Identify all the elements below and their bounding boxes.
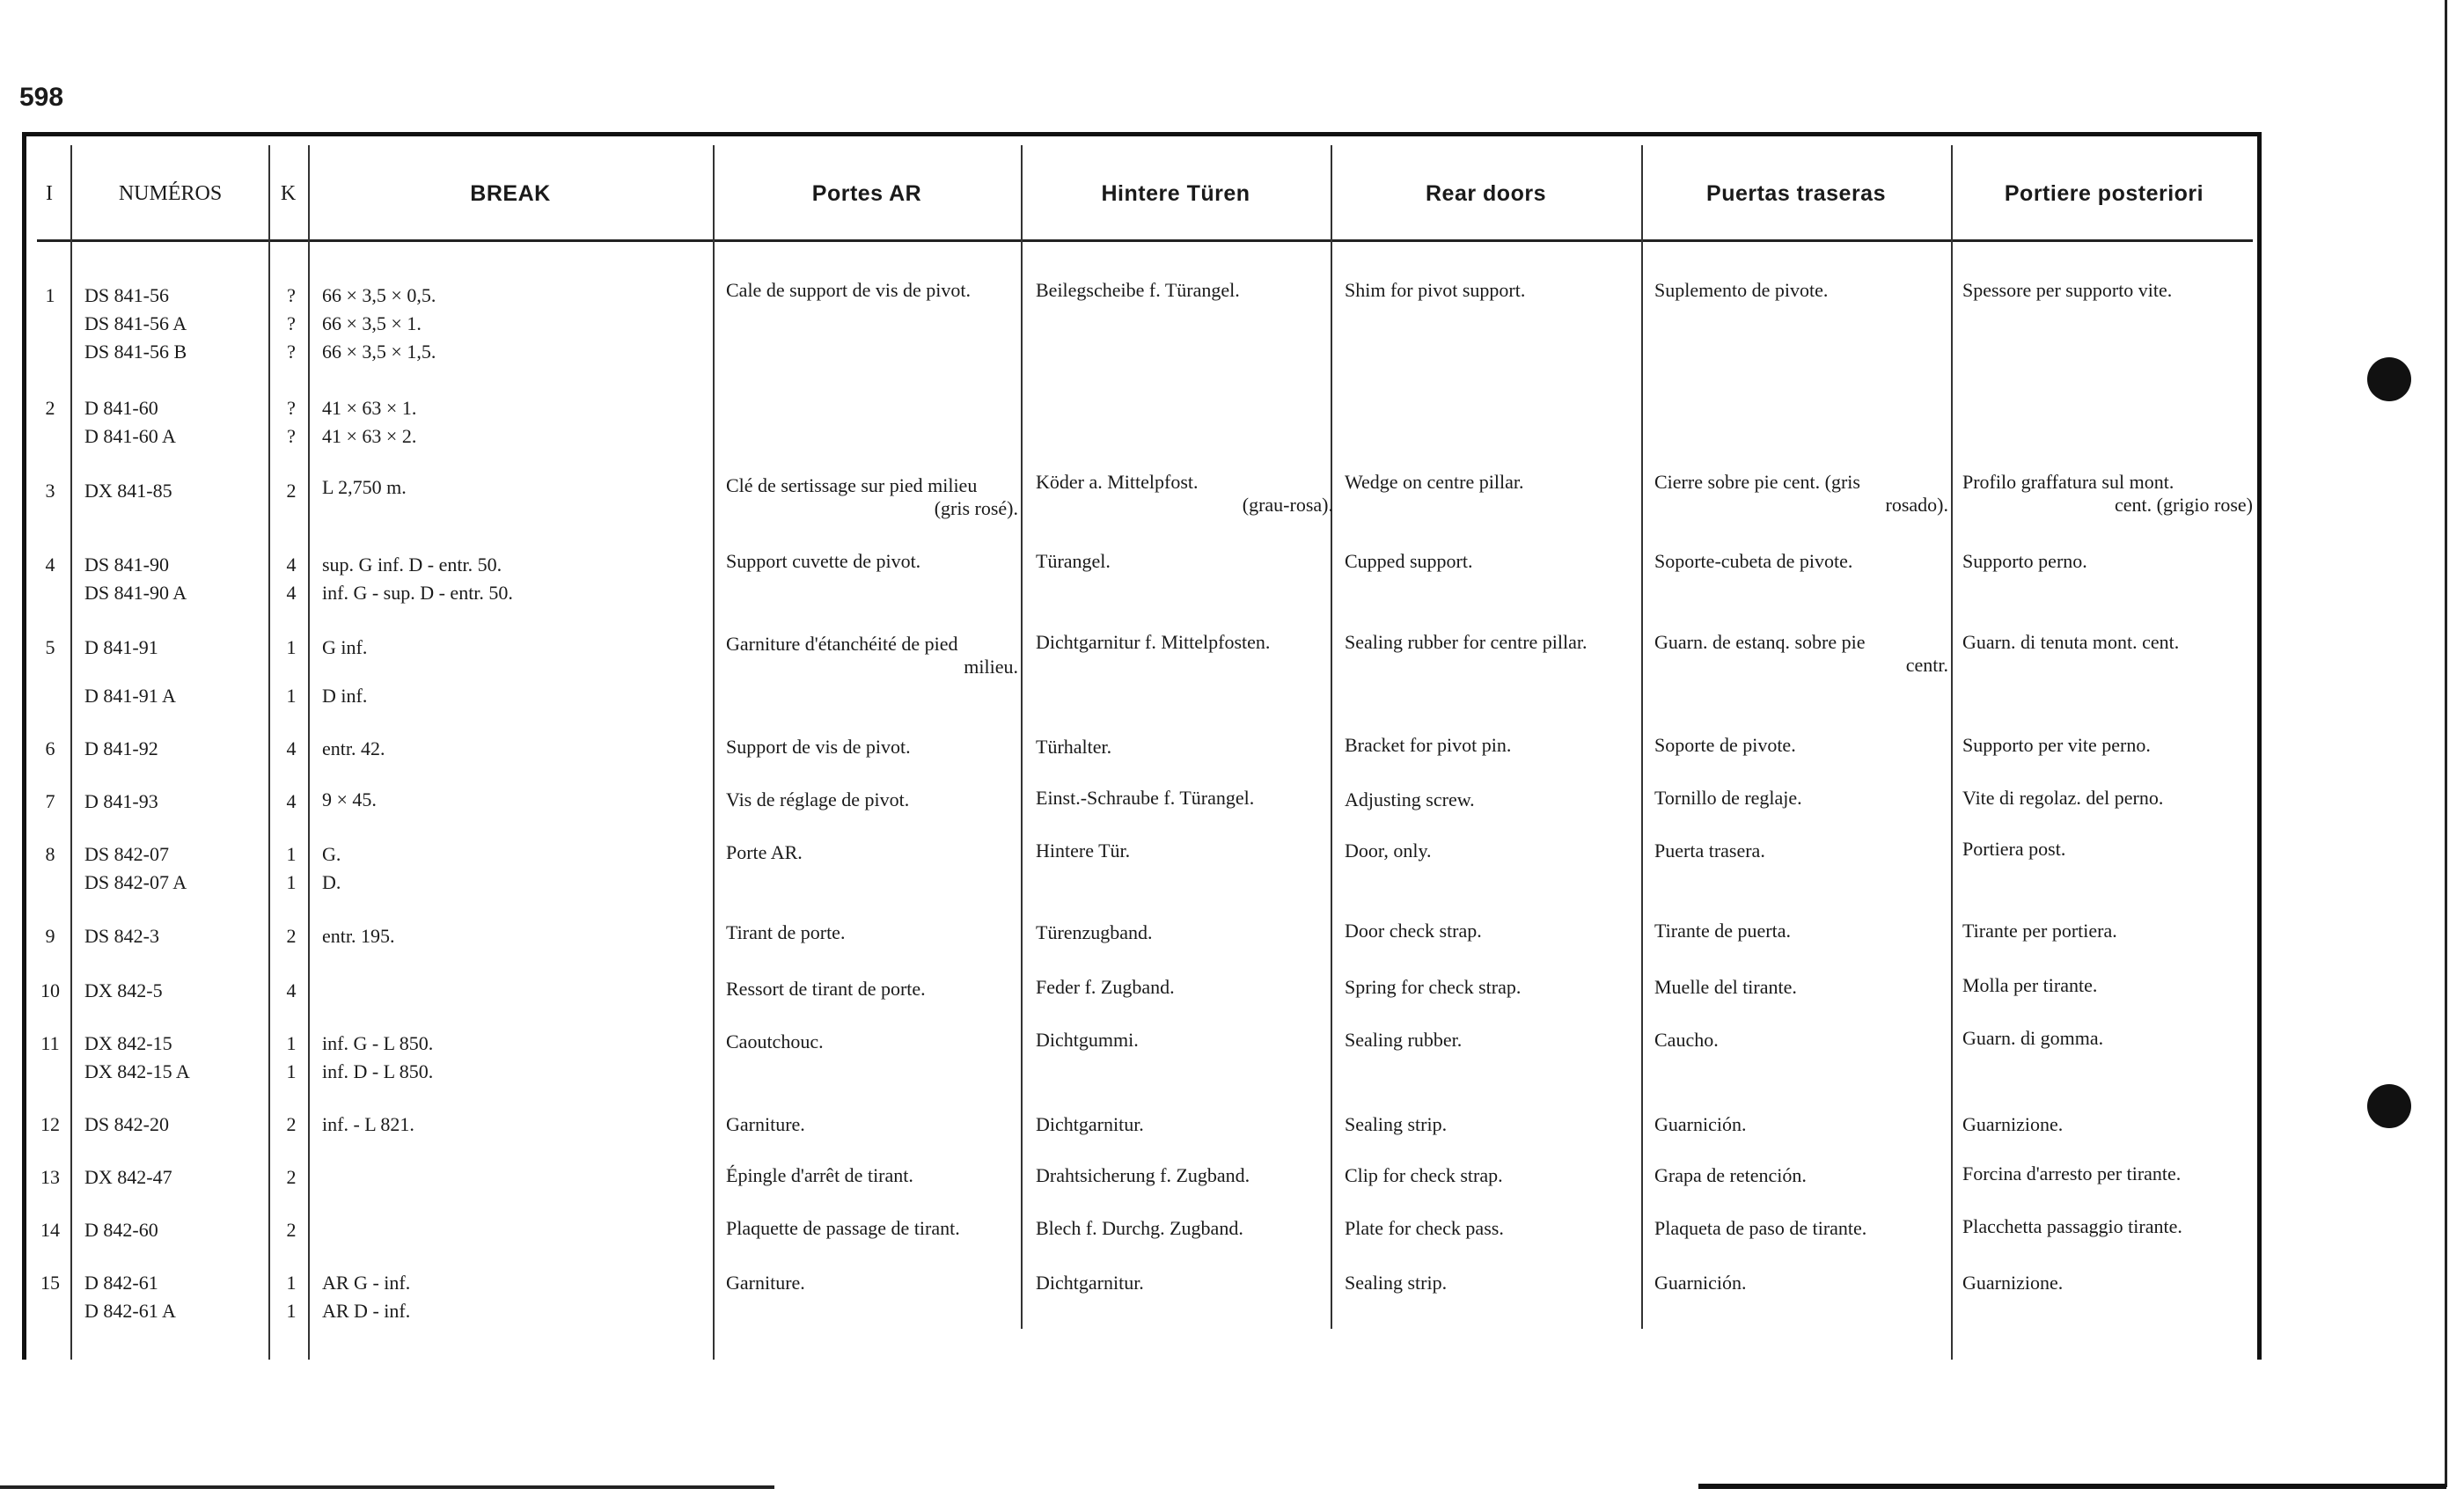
k-value: 4 <box>286 582 297 604</box>
quantity-k <box>278 1111 304 1139</box>
header-model: BREAK <box>470 180 551 206</box>
part-numbers <box>84 977 163 1005</box>
quantity-k <box>278 682 304 710</box>
desc-german: Feder f. Zugband. <box>1036 976 1175 998</box>
part-numbers <box>84 394 176 451</box>
part-numbers <box>84 1216 158 1244</box>
desc-english: Cupped support. <box>1345 550 1473 572</box>
desc-italian: Portiera post. <box>1962 838 2066 860</box>
part-number: DS 841-90 <box>84 554 169 576</box>
part-number: D 841-60 <box>84 397 158 419</box>
quantity-k <box>278 1269 304 1325</box>
model-detail <box>322 840 341 897</box>
page-edge-rule <box>2445 0 2447 1487</box>
quantity-k <box>278 282 304 366</box>
desc-french: Vis de réglage de pivot. <box>726 788 910 810</box>
desc-german: Einst.-Schraube f. Türangel. <box>1036 787 1255 809</box>
header-french: Portes AR <box>811 180 922 206</box>
k-value: 1 <box>286 1272 297 1294</box>
desc-italian: Supporto per vite perno. <box>1962 734 2151 756</box>
desc-french: Plaquette de passage de tirant. <box>726 1217 960 1239</box>
part-numbers <box>84 634 158 662</box>
model-detail <box>322 551 513 607</box>
desc-line: (gris rosé). <box>934 497 1018 519</box>
table-frame-top <box>22 132 2262 136</box>
row-index: 15 <box>40 1272 60 1294</box>
desc-spanish: Tirante de puerta. <box>1654 920 1791 942</box>
part-number: DX 842-47 <box>84 1166 172 1188</box>
desc-line: milieu. <box>964 656 1018 678</box>
desc-italian: Forcina d'arresto per tirante. <box>1962 1162 2182 1184</box>
part-number: D 841-91 A <box>84 685 176 707</box>
desc-french: Épingle d'arrêt de tirant. <box>726 1164 913 1186</box>
column-divider <box>1951 145 1953 1360</box>
detail-line: 66 × 3,5 × 1,5. <box>322 341 436 363</box>
k-value: 2 <box>286 925 297 947</box>
k-value: ? <box>287 284 296 306</box>
model-detail <box>322 634 367 662</box>
desc-french: Garniture. <box>726 1113 805 1135</box>
desc-french: Porte AR. <box>726 841 803 863</box>
part-number: D 841-92 <box>84 737 158 759</box>
column-divider <box>268 145 270 1360</box>
desc-german: Dichtgarnitur f. Mittelpfosten. <box>1036 631 1271 653</box>
part-number: DS 841-90 A <box>84 582 187 604</box>
part-numbers <box>84 922 159 950</box>
desc-italian: Molla per tirante. <box>1962 974 2098 996</box>
desc-line: Cierre sobre pie cent. (gris <box>1654 471 1860 493</box>
k-value: 2 <box>286 1113 297 1135</box>
desc-french: Ressort de tirant de porte. <box>726 978 926 1000</box>
k-value: 4 <box>286 790 297 812</box>
desc-german: Türangel. <box>1036 550 1111 572</box>
k-value: 2 <box>286 1219 297 1241</box>
desc-english: Sealing strip. <box>1345 1272 1448 1294</box>
part-numbers <box>84 735 158 763</box>
part-number: DS 841-56 B <box>84 341 187 363</box>
row-index: 7 <box>45 790 55 812</box>
k-value: 4 <box>286 554 297 576</box>
row-index: 8 <box>45 843 55 865</box>
desc-german: Dichtgummi. <box>1036 1029 1139 1051</box>
desc-italian: Spessore per supporto vite. <box>1962 279 2173 301</box>
desc-french <box>726 630 1018 681</box>
quantity-k <box>278 735 304 763</box>
quantity-k <box>278 477 304 505</box>
desc-line: rosado). <box>1885 494 1948 516</box>
desc-italian: Guarn. di tenuta mont. cent. <box>1962 631 2180 653</box>
quantity-k <box>278 977 304 1005</box>
row-index: 4 <box>45 554 55 576</box>
k-value: 1 <box>286 843 297 865</box>
desc-line: cent. (grigio rose) <box>2115 494 2253 516</box>
desc-german: Hintere Tür. <box>1036 840 1131 862</box>
k-value: ? <box>287 312 296 334</box>
desc-italian: Guarn. di gomma. <box>1962 1027 2104 1049</box>
header-german: Hintere Türen <box>1101 180 1250 206</box>
part-numbers <box>84 551 187 607</box>
detail-line: inf. D - L 850. <box>322 1060 434 1082</box>
k-value: 1 <box>286 685 297 707</box>
model-detail <box>322 473 407 502</box>
part-numbers <box>84 282 187 366</box>
k-value: ? <box>287 341 296 363</box>
part-numbers <box>84 477 172 505</box>
desc-english: Clip for check strap. <box>1345 1164 1503 1186</box>
desc-line: Clé de sertissage sur pied milieu <box>726 474 978 496</box>
row-index: 11 <box>40 1032 60 1054</box>
desc-german: Dichtgarnitur. <box>1036 1113 1144 1135</box>
desc-english: Plate for check pass. <box>1345 1217 1504 1239</box>
model-detail <box>322 1111 414 1139</box>
desc-line: Garniture d'étanchéité de pied <box>726 633 958 655</box>
k-value: 2 <box>286 480 297 502</box>
row-index: 2 <box>45 397 55 419</box>
part-numbers <box>84 682 176 710</box>
detail-line: inf. - L 821. <box>322 1113 414 1135</box>
desc-english: Sealing rubber for centre pillar. <box>1345 631 1588 653</box>
model-detail <box>322 1030 433 1086</box>
desc-french: Support cuvette de pivot. <box>726 550 921 572</box>
detail-line: AR D - inf. <box>322 1300 411 1322</box>
desc-german: Drahtsicherung f. Zugband. <box>1036 1164 1250 1186</box>
desc-french: Caoutchouc. <box>726 1030 824 1052</box>
desc-english: Sealing strip. <box>1345 1113 1448 1135</box>
header-english: Rear doors <box>1426 180 1546 206</box>
desc-italian: Placchetta passaggio tirante. <box>1962 1215 2182 1237</box>
part-number: DX 842-5 <box>84 979 163 1001</box>
desc-english: Spring for check strap. <box>1345 976 1522 998</box>
desc-english <box>1345 468 1644 496</box>
detail-line: 41 × 63 × 1. <box>322 397 417 419</box>
row-index: 13 <box>40 1166 60 1188</box>
quantity-k <box>278 394 304 451</box>
desc-spanish: Tornillo de reglaje. <box>1654 787 1802 809</box>
row-index: 5 <box>45 636 55 658</box>
k-value: 2 <box>286 1166 297 1188</box>
k-value: 1 <box>286 1300 297 1322</box>
desc-english: Bracket for pivot pin. <box>1345 734 1512 756</box>
desc-german: Türhalter. <box>1036 736 1112 758</box>
desc-english: Door, only. <box>1345 840 1432 862</box>
desc-spanish <box>1654 628 1948 679</box>
k-value: 1 <box>286 871 297 893</box>
desc-italian: Vite di regolaz. del perno. <box>1962 787 2164 809</box>
desc-line: Wedge on centre pillar. <box>1345 471 1524 493</box>
k-value: 4 <box>286 979 297 1001</box>
model-detail <box>322 682 367 710</box>
header-divider <box>37 239 2253 242</box>
quantity-k <box>278 840 304 897</box>
detail-line: 9 × 45. <box>322 788 377 810</box>
k-value: 1 <box>286 1060 297 1082</box>
quantity-k <box>278 1163 304 1192</box>
part-number: DX 842-15 A <box>84 1060 190 1082</box>
row-index: 6 <box>45 737 55 759</box>
row-index: 14 <box>40 1219 60 1241</box>
desc-french: Garniture. <box>726 1272 805 1294</box>
detail-line: 66 × 3,5 × 0,5. <box>322 284 436 306</box>
column-divider <box>713 145 715 1360</box>
detail-line: G inf. <box>322 636 368 658</box>
header-italian: Portiere posteriori <box>2004 180 2204 206</box>
part-number: D 842-61 <box>84 1272 158 1294</box>
part-number: DS 842-20 <box>84 1113 169 1135</box>
part-numbers <box>84 1030 190 1086</box>
quantity-k <box>278 551 304 607</box>
k-value: ? <box>287 397 296 419</box>
binder-hole-dot <box>2367 1084 2411 1128</box>
header-index: I <box>46 181 53 205</box>
part-numbers <box>84 1163 172 1192</box>
detail-line: 66 × 3,5 × 1. <box>322 312 422 334</box>
header-k: K <box>280 181 297 205</box>
desc-line: Profilo graffatura sul mont. <box>1962 471 2174 493</box>
model-detail <box>322 735 385 763</box>
row-index: 1 <box>45 284 55 306</box>
desc-german: Dichtgarnitur. <box>1036 1272 1144 1294</box>
part-number: D 842-60 <box>84 1219 158 1241</box>
detail-line: D inf. <box>322 685 368 707</box>
part-numbers <box>84 788 158 816</box>
desc-english: Adjusting screw. <box>1345 788 1475 810</box>
desc-spanish: Plaqueta de paso de tirante. <box>1654 1217 1867 1239</box>
row-index: 12 <box>40 1113 60 1135</box>
desc-french: Cale de support de vis de pivot. <box>726 279 972 301</box>
desc-french: Support de vis de pivot. <box>726 736 911 758</box>
desc-english: Shim for pivot support. <box>1345 279 1526 301</box>
desc-spanish: Grapa de retención. <box>1654 1164 1807 1186</box>
part-numbers <box>84 840 187 897</box>
part-number: D 841-60 A <box>84 425 176 447</box>
detail-line: G. <box>322 843 341 865</box>
desc-spanish: Muelle del tirante. <box>1654 976 1797 998</box>
desc-german: Beilegscheibe f. Türangel. <box>1036 279 1240 301</box>
model-detail <box>322 394 416 451</box>
desc-italian: Guarnizione. <box>1962 1272 2064 1294</box>
desc-english: Door check strap. <box>1345 920 1482 942</box>
model-detail <box>322 282 436 366</box>
model-detail <box>322 1269 410 1325</box>
binder-hole-dot <box>2367 357 2411 401</box>
k-value: 1 <box>286 1032 297 1054</box>
detail-line: inf. G - sup. D - entr. 50. <box>322 582 513 604</box>
desc-line: Guarn. de estanq. sobre pie <box>1654 631 1866 653</box>
desc-line: centr. <box>1905 654 1948 676</box>
column-divider <box>70 145 72 1360</box>
part-numbers <box>84 1269 176 1325</box>
page-number: 598 <box>19 83 64 112</box>
quantity-k <box>278 634 304 662</box>
k-value: 4 <box>286 737 297 759</box>
header-spanish: Puertas traseras <box>1706 180 1886 206</box>
desc-spanish: Guarnición. <box>1654 1272 1747 1294</box>
detail-line: D. <box>322 871 341 893</box>
page-bottom-rule <box>0 1485 774 1489</box>
desc-english: Sealing rubber. <box>1345 1029 1463 1051</box>
desc-french: Tirant de porte. <box>726 921 846 943</box>
part-number: DS 841-56 A <box>84 312 187 334</box>
desc-italian <box>1962 468 2253 519</box>
part-number: D 841-93 <box>84 790 158 812</box>
quantity-k <box>278 788 304 816</box>
part-numbers <box>84 1111 169 1139</box>
part-number: D 841-91 <box>84 636 158 658</box>
detail-line: entr. 42. <box>322 737 385 759</box>
desc-italian: Tirante per portiera. <box>1962 920 2117 942</box>
header-numbers: NUMÉROS <box>118 181 223 205</box>
desc-italian: Supporto perno. <box>1962 550 2087 572</box>
table-frame-left <box>22 132 26 1360</box>
quantity-k <box>278 922 304 950</box>
desc-line: Köder a. Mittelpfost. <box>1036 471 1199 493</box>
part-number: DX 841-85 <box>84 480 172 502</box>
detail-line: inf. G - L 850. <box>322 1032 434 1054</box>
column-divider <box>308 145 310 1360</box>
quantity-k <box>278 1216 304 1244</box>
detail-line: 41 × 63 × 2. <box>322 425 417 447</box>
desc-german: Türenzugband. <box>1036 921 1153 943</box>
part-number: DS 842-3 <box>84 925 159 947</box>
desc-spanish: Guarnición. <box>1654 1113 1747 1135</box>
model-detail <box>322 786 377 814</box>
desc-spanish: Suplemento de pivote. <box>1654 279 1829 301</box>
desc-spanish <box>1654 468 1948 519</box>
desc-line: (grau-rosa). <box>1242 494 1333 516</box>
desc-spanish: Puerta trasera. <box>1654 840 1765 862</box>
desc-german <box>1036 468 1333 519</box>
part-number: DS 841-56 <box>84 284 169 306</box>
part-number: DS 842-07 A <box>84 871 187 893</box>
model-detail <box>322 922 395 950</box>
detail-line: AR G - inf. <box>322 1272 411 1294</box>
part-number: D 842-61 A <box>84 1300 176 1322</box>
row-index: 9 <box>45 925 55 947</box>
desc-spanish: Caucho. <box>1654 1029 1719 1051</box>
k-value: ? <box>287 425 296 447</box>
page-bottom-rule <box>1698 1484 2446 1489</box>
k-value: 1 <box>286 636 297 658</box>
desc-spanish: Soporte-cubeta de pivote. <box>1654 550 1853 572</box>
quantity-k <box>278 1030 304 1086</box>
desc-french <box>726 472 1018 523</box>
row-index: 3 <box>45 480 55 502</box>
row-index: 10 <box>40 979 60 1001</box>
detail-line: L 2,750 m. <box>322 476 407 498</box>
column-divider <box>1021 145 1023 1329</box>
detail-line: entr. 195. <box>322 925 395 947</box>
desc-german: Blech f. Durchg. Zugband. <box>1036 1217 1243 1239</box>
part-number: DS 842-07 <box>84 843 169 865</box>
desc-italian: Guarnizione. <box>1962 1113 2064 1135</box>
part-number: DX 842-15 <box>84 1032 172 1054</box>
desc-spanish: Soporte de pivote. <box>1654 734 1796 756</box>
table-frame-right <box>2257 132 2262 1360</box>
detail-line: sup. G inf. D - entr. 50. <box>322 554 502 576</box>
